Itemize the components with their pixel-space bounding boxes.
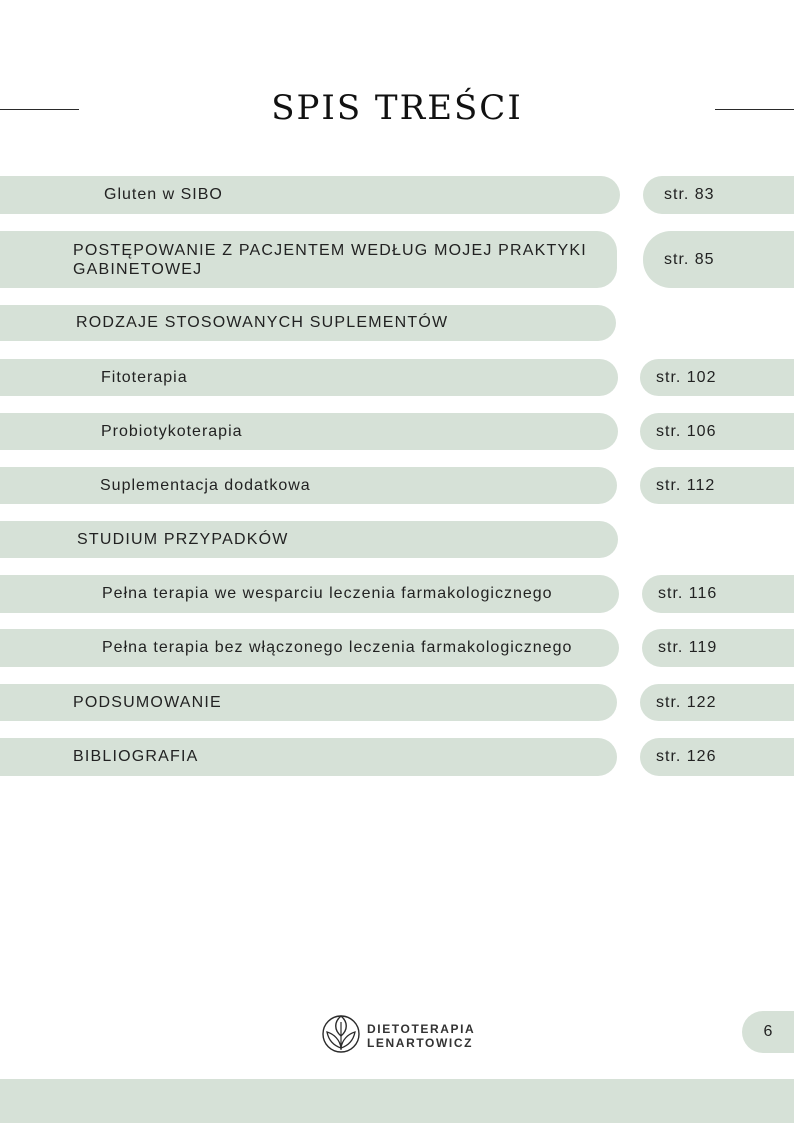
toc-entry-label: BIBLIOGRAFIA [73,748,199,765]
toc-entry-bibliografia[interactable] [0,738,617,776]
toc-entry-label: RODZAJE STOSOWANYCH SUPLEMENTÓW [76,314,449,331]
toc-entry-pelna-terapia-bez[interactable] [0,629,619,667]
toc-entry-label: Fitoterapia [101,368,188,386]
footer-band [0,1079,794,1123]
page-number: 6 [742,1011,794,1053]
page-title: SPIS TREŚCI [271,88,523,128]
toc-entry-page[interactable]: str. 83 [643,176,794,214]
brand-logo [321,1012,475,1059]
toc-entry-rodzaje-suplementow[interactable] [0,305,616,341]
toc-entry-label: Suplementacja dodatkowa [100,476,311,494]
toc-entry-label: PODSUMOWANIE [73,693,222,711]
toc-entry-page[interactable]: str. 85 [643,231,794,288]
toc-entry-label: Gluten w SIBO [104,186,223,203]
toc-entry-label: POSTĘPOWANIE Z PACJENTEM WEDŁUG MOJEJ PRAKTYKI GABINETOWEJ [73,241,587,278]
toc-entry-page[interactable]: str. 112 [640,467,794,504]
toc-entry-podsumowanie[interactable] [0,684,617,721]
toc-entry-label: STUDIUM PRZYPADKÓW [77,530,289,548]
toc-entry-page[interactable]: str. 122 [640,684,794,721]
toc-entry-pelna-terapia-we-wesparciu[interactable] [0,575,619,613]
toc-entry-studium-przypadkow[interactable] [0,521,618,558]
toc-entry-gluten-w-sibo[interactable] [0,176,620,214]
toc-entry-label: Pełna terapia bez włączonego leczenia farmakologicznego [102,639,573,656]
brand-name: DIETOTERAPIA LENARTOWICZ [367,1021,476,1050]
toc-entry-page[interactable]: str. 102 [640,359,794,396]
toc-entry-label: Pełna terapia we wesparciu leczenia farmakologicznego [102,585,553,602]
toc-entry-suplementacja-dodatkowa[interactable] [0,467,617,504]
leaf-circle-icon [321,1012,361,1059]
toc-entry-fitoterapia[interactable] [0,359,618,396]
toc-entry-page[interactable]: str. 116 [642,575,794,613]
toc-entry-postepowanie[interactable] [0,231,617,288]
toc-entry-page[interactable]: str. 126 [640,738,794,776]
toc-entry-page[interactable]: str. 106 [640,413,794,450]
toc-entry-label: Probiotykoterapia [101,422,243,440]
toc-entry-page[interactable]: str. 119 [642,629,794,667]
toc-entry-probiotykoterapia[interactable] [0,413,618,450]
